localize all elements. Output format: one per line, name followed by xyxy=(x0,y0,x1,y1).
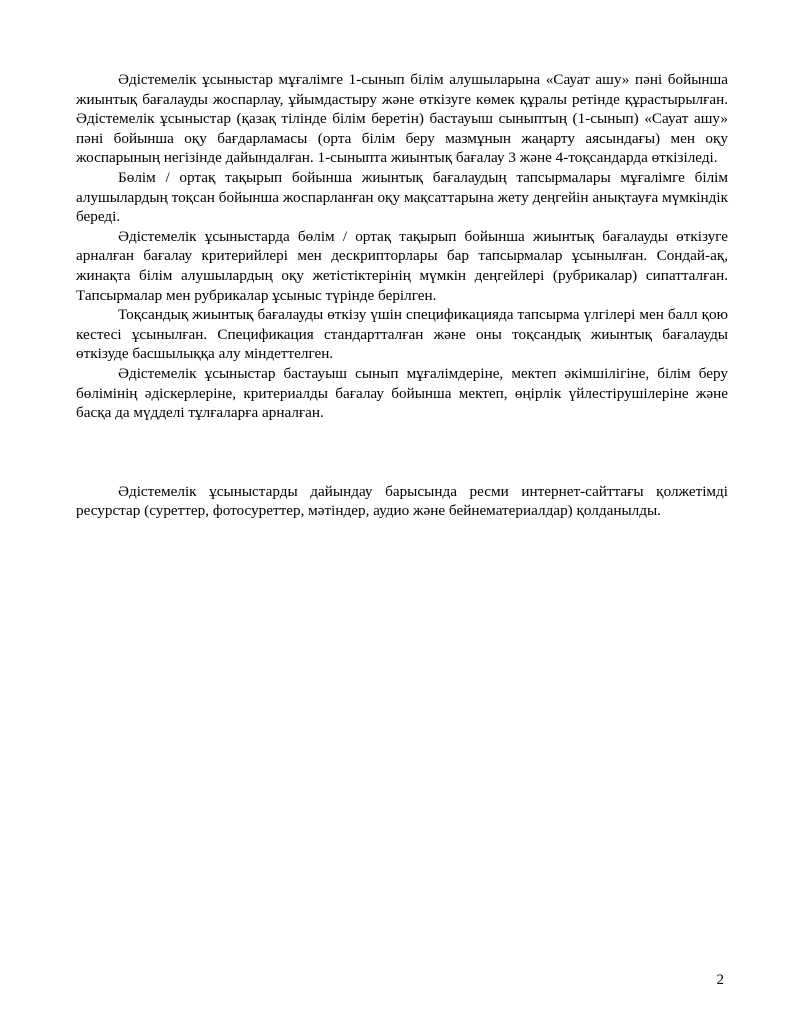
paragraph-audience: Әдістемелік ұсыныстар бастауыш сынып мұғалімдеріне, мектеп әкімшілігіне, білім беру бөлімінің әдіскерлеріне, критериалды бағалау бойынша мектеп, өңірлік үйлестірушілеріне және басқа да мүдделі тұлғаларға арналған. xyxy=(76,364,728,422)
paragraph-criteria-descriptors: Әдістемелік ұсыныстарда бөлім / ортақ тақырып бойынша жиынтық бағалауды өткізуге арналған бағалау критерийлері мен дескрипторлары бар тапсырмалар ұсынылған. Сондай-ақ, жинақта білім алушылардың оқу жетістіктерінің мүмкін деңгейлері (рубрикалар) сипатталған. Тапсырмалар мен рубрикалар ұсыныс түрінде берілген. xyxy=(76,227,728,304)
paragraph-summative-tasks: Бөлім / ортақ тақырып бойынша жиынтық бағалаудың тапсырмалары мұғалімге білім алушылардың тоқсан бойынша жоспарланған оқу мақсаттарына жету деңгейін анықтауға мүмкіндік береді. xyxy=(76,168,728,226)
paragraph-purpose: Әдістемелік ұсыныстар мұғалімге 1-сынып білім алушыларына «Сауат ашу» пәні бойынша жиынтық бағалауды жоспарлау, ұйымдастыру және өткізуге көмек құралы ретінде құрастырылған. Әдістемелік ұсыныстар (қазақ тілінде білім беретін) бастауыш сыныптың (1-сынып) «Сауат ашу» пәні бойынша оқу бағдарламасы (орта білім беру мазмұнын жаңарту аясындағы) мен оқу жоспарының негізінде дайындалған. 1-сыныпта жиынтық бағалау 3 және 4-тоқсандарда өткізіледі. xyxy=(76,71,728,167)
paragraph-resources-note: Әдістемелік ұсыныстарды дайындау барысында ресми интернет-сайттағы қолжетімді ресурстар (суреттер, фотосуреттер, мәтіндер, аудио және бейнематериалдар) қолданылды. xyxy=(76,482,728,520)
document-body xyxy=(76,70,728,521)
paragraph-specification: Тоқсандық жиынтық бағалауды өткізу үшін спецификацияда тапсырма үлгілері мен балл қою кестесі ұсынылған. Спецификация стандартталған және оны тоқсандық жиынтық бағалауды өткізуде басшылыққа алу міндеттелген. xyxy=(76,306,728,363)
page-number: 2 xyxy=(716,972,724,988)
spacer xyxy=(76,423,728,482)
